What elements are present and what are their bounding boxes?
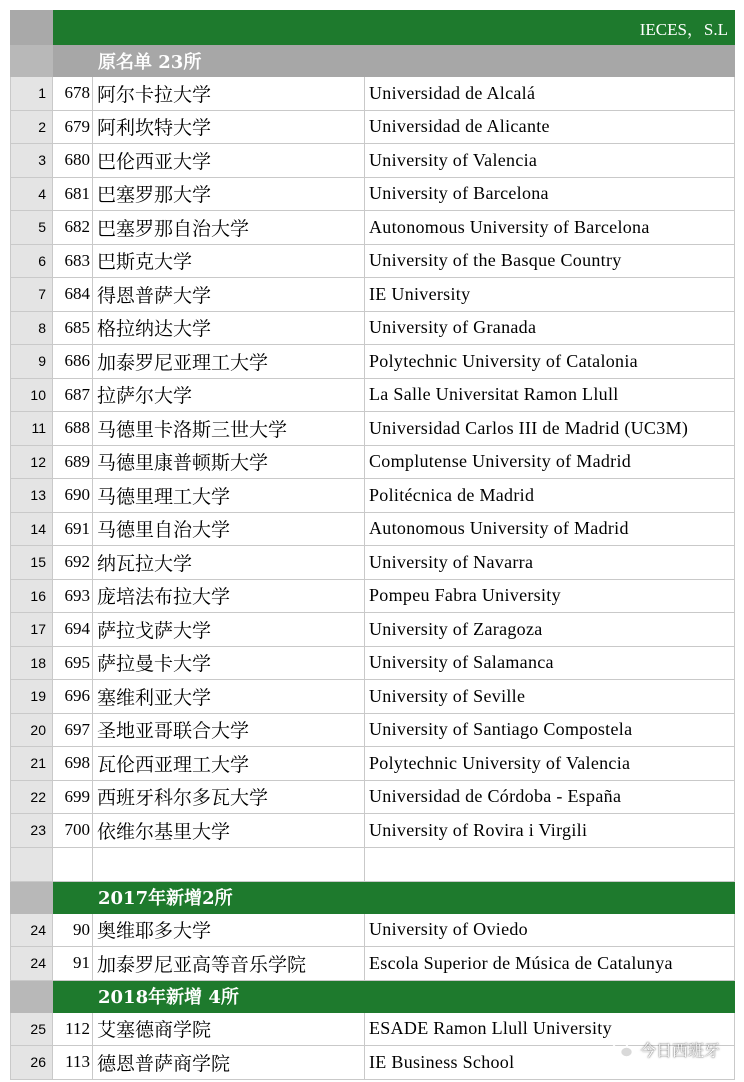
header-cell-b[interactable] <box>53 11 93 45</box>
row-index[interactable]: 17 <box>11 613 53 647</box>
chinese-name[interactable]: 马德里理工大学 <box>93 479 365 513</box>
watermark <box>612 1038 720 1061</box>
english-name[interactable]: Pompeu Fabra University <box>365 579 735 613</box>
table-row <box>11 780 735 814</box>
table-row <box>11 77 735 111</box>
table-row <box>11 278 735 312</box>
table-row <box>11 177 735 211</box>
blank-cell[interactable] <box>53 847 93 881</box>
english-name[interactable]: University of Zaragoza <box>365 613 735 647</box>
list-number[interactable]: 687 <box>53 378 93 412</box>
english-name[interactable]: University of Oviedo <box>365 913 735 947</box>
list-number[interactable]: 695 <box>53 646 93 680</box>
english-name[interactable]: University of Santiago Compostela <box>365 713 735 747</box>
company-name[interactable]: IECES，S.L <box>365 11 735 45</box>
list-number[interactable]: 693 <box>53 579 93 613</box>
list-number[interactable]: 700 <box>53 814 93 848</box>
table-row <box>11 680 735 714</box>
row-index[interactable]: 18 <box>11 646 53 680</box>
english-name[interactable]: Escola Superior de Música de Catalunya <box>365 947 735 981</box>
row-index[interactable]: 13 <box>11 479 53 513</box>
section-blank-cell[interactable] <box>53 881 93 913</box>
watermark-text: 今日西班牙 <box>639 1041 720 1060</box>
table-row <box>11 713 735 747</box>
chinese-name[interactable]: 巴塞罗那大学 <box>93 177 365 211</box>
table-row <box>11 211 735 245</box>
table-row <box>11 144 735 178</box>
english-name[interactable]: University of Navarra <box>365 546 735 580</box>
row-index[interactable]: 11 <box>11 412 53 446</box>
list-number[interactable]: 685 <box>53 311 93 345</box>
chinese-name[interactable]: 得恩普萨大学 <box>93 278 365 312</box>
list-number[interactable]: 678 <box>53 77 93 111</box>
table-row <box>11 814 735 848</box>
table-row <box>11 913 735 947</box>
english-name[interactable]: Autonomous University of Madrid <box>365 512 735 546</box>
chinese-name[interactable]: 艾塞德商学院 <box>93 1012 365 1046</box>
chinese-name[interactable]: 德恩普萨商学院 <box>93 1046 365 1080</box>
row-index[interactable]: 6 <box>11 244 53 278</box>
chinese-name[interactable]: 瓦伦西亚理工大学 <box>93 747 365 781</box>
table-row <box>11 947 735 981</box>
row-index[interactable]: 3 <box>11 144 53 178</box>
section-header-row <box>11 45 735 77</box>
chinese-name[interactable]: 阿尔卡拉大学 <box>93 77 365 111</box>
row-index[interactable]: 26 <box>11 1046 53 1080</box>
section-index-cell[interactable] <box>11 980 53 1012</box>
table-row <box>11 646 735 680</box>
chinese-name[interactable]: 塞维利亚大学 <box>93 680 365 714</box>
university-table <box>10 10 735 1080</box>
wechat-icon <box>612 1041 634 1059</box>
english-name[interactable]: University of Valencia <box>365 144 735 178</box>
table-row <box>11 479 735 513</box>
table-row <box>11 613 735 647</box>
chinese-name[interactable]: 巴塞罗那自治大学 <box>93 211 365 245</box>
row-index[interactable]: 1 <box>11 77 53 111</box>
list-number[interactable]: 694 <box>53 613 93 647</box>
chinese-name[interactable]: 西班牙科尔多瓦大学 <box>93 780 365 814</box>
row-index[interactable]: 15 <box>11 546 53 580</box>
english-name[interactable]: Universidad Carlos III de Madrid (UC3M) <box>365 412 735 446</box>
list-number[interactable]: 680 <box>53 144 93 178</box>
list-number[interactable]: 683 <box>53 244 93 278</box>
chinese-name[interactable]: 萨拉戈萨大学 <box>93 613 365 647</box>
list-number[interactable]: 688 <box>53 412 93 446</box>
table-row <box>11 747 735 781</box>
row-index[interactable]: 5 <box>11 211 53 245</box>
table-row <box>11 412 735 446</box>
section-header-row <box>11 980 735 1012</box>
section-blank-cell[interactable] <box>365 881 735 913</box>
english-name[interactable]: Autonomous University of Barcelona <box>365 211 735 245</box>
row-index[interactable]: 12 <box>11 445 53 479</box>
list-number[interactable]: 689 <box>53 445 93 479</box>
english-name[interactable]: University of Barcelona <box>365 177 735 211</box>
section-title[interactable]: 2018年新增 4所 <box>93 980 365 1012</box>
list-number[interactable]: 684 <box>53 278 93 312</box>
row-index[interactable]: 7 <box>11 278 53 312</box>
table-row <box>11 378 735 412</box>
english-name[interactable]: Universidad de Alcalá <box>365 77 735 111</box>
section-index-cell[interactable] <box>11 45 53 77</box>
english-name[interactable]: IE Business School <box>365 1046 735 1080</box>
table-row <box>11 512 735 546</box>
chinese-name[interactable]: 圣地亚哥联合大学 <box>93 713 365 747</box>
section-index-cell[interactable] <box>11 881 53 913</box>
row-index[interactable]: 10 <box>11 378 53 412</box>
list-number[interactable]: 112 <box>53 1012 93 1046</box>
list-number[interactable]: 682 <box>53 211 93 245</box>
english-name[interactable]: Universidad de Alicante <box>365 110 735 144</box>
english-name[interactable]: University of the Basque Country <box>365 244 735 278</box>
blank-cell[interactable] <box>365 847 735 881</box>
english-name[interactable]: University of Salamanca <box>365 646 735 680</box>
blank-index-cell[interactable] <box>11 847 53 881</box>
list-number[interactable]: 697 <box>53 713 93 747</box>
section-title[interactable]: 原名单 23所 <box>93 45 365 77</box>
table-row <box>11 110 735 144</box>
english-name[interactable]: Polytechnic University of Valencia <box>365 747 735 781</box>
chinese-name[interactable]: 马德里卡洛斯三世大学 <box>93 412 365 446</box>
list-number[interactable]: 113 <box>53 1046 93 1080</box>
table-row <box>11 579 735 613</box>
chinese-name[interactable]: 奥维耶多大学 <box>93 913 365 947</box>
english-name[interactable]: Politécnica de Madrid <box>365 479 735 513</box>
table-row <box>11 311 735 345</box>
chinese-name[interactable]: 依维尔基里大学 <box>93 814 365 848</box>
english-name[interactable]: Universidad de Córdoba - España <box>365 780 735 814</box>
header-row <box>11 11 735 45</box>
chinese-name[interactable]: 巴斯克大学 <box>93 244 365 278</box>
chinese-name[interactable]: 巴伦西亚大学 <box>93 144 365 178</box>
list-number[interactable]: 90 <box>53 913 93 947</box>
list-number[interactable]: 696 <box>53 680 93 714</box>
row-index[interactable]: 23 <box>11 814 53 848</box>
english-name[interactable]: Complutense University of Madrid <box>365 445 735 479</box>
chinese-name[interactable]: 庞培法布拉大学 <box>93 579 365 613</box>
row-index[interactable]: 9 <box>11 345 53 379</box>
section-blank-cell[interactable] <box>365 45 735 77</box>
row-index[interactable]: 19 <box>11 680 53 714</box>
row-index[interactable]: 2 <box>11 110 53 144</box>
blank-cell[interactable] <box>93 847 365 881</box>
list-number[interactable]: 698 <box>53 747 93 781</box>
row-index[interactable]: 4 <box>11 177 53 211</box>
row-index[interactable]: 21 <box>11 747 53 781</box>
section-blank-cell[interactable] <box>53 45 93 77</box>
section-header-row <box>11 881 735 913</box>
list-number[interactable]: 692 <box>53 546 93 580</box>
row-index[interactable]: 14 <box>11 512 53 546</box>
table-row <box>11 546 735 580</box>
english-name[interactable]: IE University <box>365 278 735 312</box>
list-number[interactable]: 679 <box>53 110 93 144</box>
chinese-name[interactable]: 萨拉曼卡大学 <box>93 646 365 680</box>
chinese-name[interactable]: 加泰罗尼亚理工大学 <box>93 345 365 379</box>
row-index[interactable]: 24 <box>11 947 53 981</box>
table-row <box>11 445 735 479</box>
list-number[interactable]: 691 <box>53 512 93 546</box>
chinese-name[interactable]: 拉萨尔大学 <box>93 378 365 412</box>
table-row <box>11 244 735 278</box>
english-name[interactable]: ESADE Ramon Llull University <box>365 1012 735 1046</box>
list-number[interactable]: 681 <box>53 177 93 211</box>
chinese-name[interactable]: 加泰罗尼亚高等音乐学院 <box>93 947 365 981</box>
english-name[interactable]: Polytechnic University of Catalonia <box>365 345 735 379</box>
row-index[interactable]: 16 <box>11 579 53 613</box>
chinese-name[interactable]: 马德里康普顿斯大学 <box>93 445 365 479</box>
list-number[interactable]: 686 <box>53 345 93 379</box>
english-name[interactable]: La Salle Universitat Ramon Llull <box>365 378 735 412</box>
list-number[interactable]: 690 <box>53 479 93 513</box>
header-corner-cell[interactable] <box>11 11 53 45</box>
row-index[interactable]: 25 <box>11 1012 53 1046</box>
section-title[interactable]: 2017年新增2所 <box>93 881 365 913</box>
list-number[interactable]: 91 <box>53 947 93 981</box>
section-blank-cell[interactable] <box>53 980 93 1012</box>
blank-row <box>11 847 735 881</box>
english-name[interactable]: University of Granada <box>365 311 735 345</box>
row-index[interactable]: 20 <box>11 713 53 747</box>
table-row <box>11 345 735 379</box>
english-name[interactable]: University of Seville <box>365 680 735 714</box>
list-number[interactable]: 699 <box>53 780 93 814</box>
section-blank-cell[interactable] <box>365 980 735 1012</box>
row-index[interactable]: 24 <box>11 913 53 947</box>
row-index[interactable]: 8 <box>11 311 53 345</box>
chinese-name[interactable]: 阿利坎特大学 <box>93 110 365 144</box>
row-index[interactable]: 22 <box>11 780 53 814</box>
english-name[interactable]: University of Rovira i Virgili <box>365 814 735 848</box>
chinese-name[interactable]: 马德里自治大学 <box>93 512 365 546</box>
chinese-name[interactable]: 格拉纳达大学 <box>93 311 365 345</box>
chinese-name[interactable]: 纳瓦拉大学 <box>93 546 365 580</box>
header-cell-c[interactable] <box>93 11 365 45</box>
